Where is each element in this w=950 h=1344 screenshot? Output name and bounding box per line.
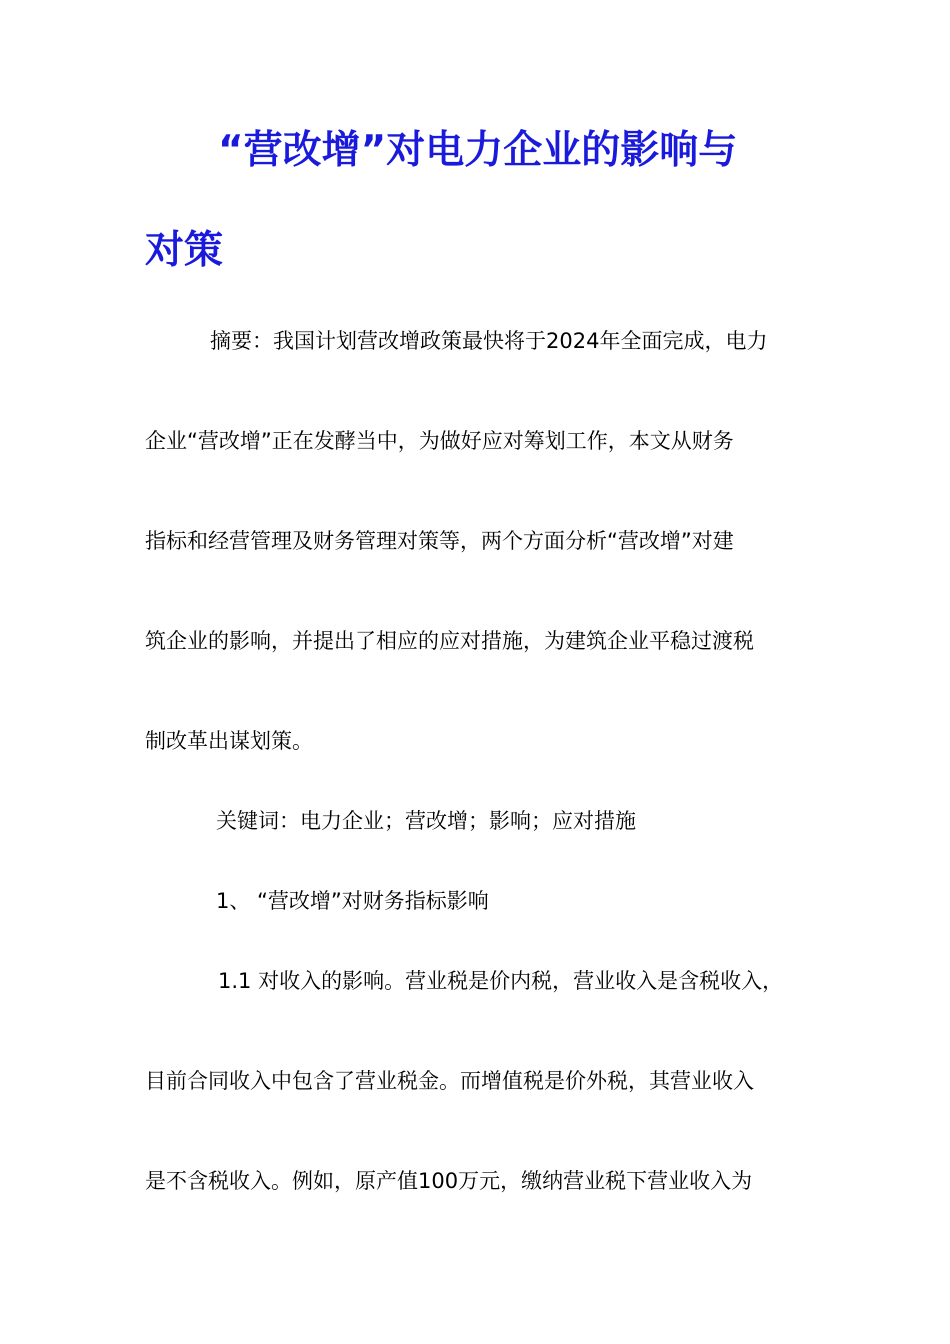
abstract-line-5: 制改革出谋划策。 (145, 729, 313, 753)
keywords-line: 关键词：电力企业；营改增；影响；应对措施 (216, 809, 636, 833)
document-title-line-1: “营改增”对电力企业的影响与 (218, 128, 738, 173)
section-heading: 1、 “营改增”对财务指标影响 (216, 889, 489, 913)
body-line-2: 目前合同收入中包含了营业税金。而增值税是价外税，其营业收入 (145, 1069, 754, 1093)
abstract-line-2: 企业“营改增”正在发酵当中，为做好应对筹划工作，本文从财务 (145, 429, 734, 453)
abstract-line-1: 摘要：我国计划营改增政策最快将于2024年全面完成，电力 (210, 329, 768, 353)
body-line-1: 1.1 对收入的影响。营业税是价内税，营业收入是含税收入， (218, 969, 784, 993)
abstract-line-3: 指标和经营管理及财务管理对策等，两个方面分析“营改增”对建 (145, 529, 734, 553)
abstract-line-4: 筑企业的影响，并提出了相应的应对措施，为建筑企业平稳过渡税 (145, 629, 754, 653)
body-line-3: 是不含税收入。例如，原产值100万元，缴纳营业税下营业收入为 (145, 1169, 753, 1193)
document-title-line-2: 对策 (145, 228, 224, 273)
